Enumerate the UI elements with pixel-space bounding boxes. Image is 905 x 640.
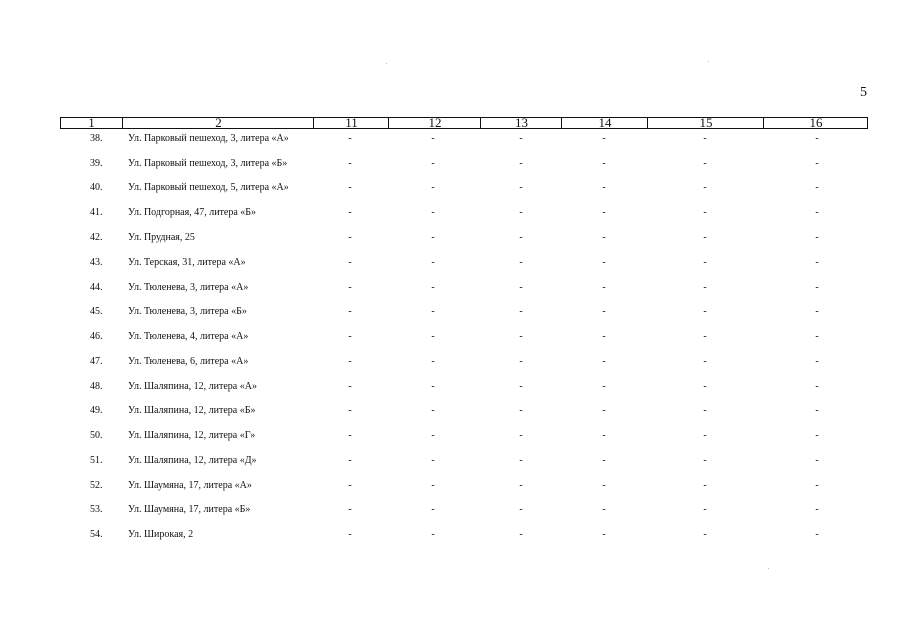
- table-row: [0, 257, 905, 271]
- row-address: Ул. Парковый пешеход, 5, литера «А»: [128, 182, 289, 193]
- cell-col13: -: [519, 430, 523, 441]
- cell-col15: -: [703, 529, 707, 540]
- row-address: Ул. Прудная, 25: [128, 232, 195, 243]
- cell-col15: -: [703, 158, 707, 169]
- cell-col14: -: [602, 356, 606, 367]
- row-address: Ул. Тюленева, 4, литера «А»: [128, 331, 249, 342]
- cell-col16: -: [815, 257, 819, 268]
- cell-col12: -: [431, 405, 435, 416]
- cell-col15: -: [703, 232, 707, 243]
- cell-col16: -: [815, 430, 819, 441]
- row-number: 38.: [90, 133, 103, 144]
- cell-col15: -: [703, 257, 707, 268]
- row-address: Ул. Подгорная, 47, литера «Б»: [128, 207, 257, 218]
- cell-col16: -: [815, 455, 819, 466]
- cell-col12: -: [431, 133, 435, 144]
- cell-col11: -: [348, 133, 352, 144]
- cell-col15: -: [703, 182, 707, 193]
- cell-col13: -: [519, 158, 523, 169]
- table-row: [0, 529, 905, 543]
- cell-col15: -: [703, 405, 707, 416]
- table-row: [0, 306, 905, 320]
- cell-col13: -: [519, 455, 523, 466]
- cell-col16: -: [815, 158, 819, 169]
- cell-col13: -: [519, 331, 523, 342]
- row-address: Ул. Шаляпина, 12, литера «Б»: [128, 405, 256, 416]
- cell-col12: -: [431, 356, 435, 367]
- cell-col11: -: [348, 405, 352, 416]
- row-number: 41.: [90, 207, 103, 218]
- row-number: 42.: [90, 232, 103, 243]
- row-address: Ул. Тюленева, 3, литера «Б»: [128, 306, 247, 317]
- cell-col13: -: [519, 232, 523, 243]
- cell-col11: -: [348, 282, 352, 293]
- cell-col15: -: [703, 430, 707, 441]
- cell-col15: -: [703, 504, 707, 515]
- cell-col14: -: [602, 133, 606, 144]
- row-number: 40.: [90, 182, 103, 193]
- cell-col16: -: [815, 504, 819, 515]
- cell-col11: -: [348, 356, 352, 367]
- cell-col15: -: [703, 356, 707, 367]
- cell-col13: -: [519, 133, 523, 144]
- row-address: Ул. Парковый пешеход, 3, литера «Б»: [128, 158, 288, 169]
- cell-col11: -: [348, 455, 352, 466]
- table-row: [0, 455, 905, 469]
- row-number: 43.: [90, 257, 103, 268]
- cell-col16: -: [815, 381, 819, 392]
- header-cell-col1: 1: [88, 115, 95, 130]
- table-row: [0, 480, 905, 494]
- cell-col16: -: [815, 480, 819, 491]
- cell-col13: -: [519, 480, 523, 491]
- cell-col14: -: [602, 257, 606, 268]
- cell-col15: -: [703, 480, 707, 491]
- cell-col13: -: [519, 306, 523, 317]
- cell-col16: -: [815, 306, 819, 317]
- row-address: Ул. Тюленева, 3, литера «А»: [128, 282, 249, 293]
- cell-col12: -: [431, 257, 435, 268]
- page-number: 5: [860, 85, 867, 100]
- row-number: 49.: [90, 405, 103, 416]
- cell-col12: -: [431, 455, 435, 466]
- cell-col13: -: [519, 356, 523, 367]
- table-row: [0, 430, 905, 444]
- cell-col15: -: [703, 133, 707, 144]
- table-header: [60, 117, 868, 129]
- cell-col14: -: [602, 430, 606, 441]
- header-cell-col2: 2: [122, 118, 314, 128]
- cell-col12: -: [431, 480, 435, 491]
- row-number: 53.: [90, 504, 103, 515]
- row-number: 52.: [90, 480, 103, 491]
- table-row: [0, 405, 905, 419]
- cell-col16: -: [815, 182, 819, 193]
- cell-col13: -: [519, 405, 523, 416]
- row-number: 51.: [90, 455, 103, 466]
- cell-col15: -: [703, 381, 707, 392]
- table-row: [0, 356, 905, 370]
- cell-col11: -: [348, 504, 352, 515]
- table-row: [0, 381, 905, 395]
- row-number: 50.: [90, 430, 103, 441]
- cell-col12: -: [431, 430, 435, 441]
- cell-col16: -: [815, 405, 819, 416]
- cell-col13: -: [519, 282, 523, 293]
- scan-speck: [768, 568, 769, 569]
- cell-col12: -: [431, 282, 435, 293]
- cell-col13: -: [519, 182, 523, 193]
- table-row: [0, 133, 905, 147]
- cell-col14: -: [602, 381, 606, 392]
- table-row: [0, 331, 905, 345]
- row-address: Ул. Тюленева, 6, литера «А»: [128, 356, 249, 367]
- cell-col14: -: [602, 158, 606, 169]
- cell-col15: -: [703, 207, 707, 218]
- cell-col14: -: [602, 504, 606, 515]
- row-number: 46.: [90, 331, 103, 342]
- cell-col14: -: [602, 480, 606, 491]
- header-cell-col14: 14: [561, 118, 648, 128]
- cell-col16: -: [815, 282, 819, 293]
- cell-col16: -: [815, 207, 819, 218]
- cell-col16: -: [815, 356, 819, 367]
- row-number: 54.: [90, 529, 103, 540]
- cell-col11: -: [348, 207, 352, 218]
- cell-col11: -: [348, 480, 352, 491]
- cell-col13: -: [519, 207, 523, 218]
- row-address: Ул. Шаляпина, 12, литера «А»: [128, 381, 257, 392]
- cell-col16: -: [815, 133, 819, 144]
- cell-col15: -: [703, 455, 707, 466]
- cell-col14: -: [602, 529, 606, 540]
- cell-col16: -: [815, 529, 819, 540]
- row-address: Ул. Терская, 31, литера «А»: [128, 257, 246, 268]
- table-row: [0, 282, 905, 296]
- scan-speck: [386, 63, 387, 64]
- cell-col11: -: [348, 257, 352, 268]
- cell-col14: -: [602, 455, 606, 466]
- row-address: Ул. Шаляпина, 12, литера «Д»: [128, 455, 257, 466]
- header-cell-col13: 13: [480, 118, 562, 128]
- cell-col12: -: [431, 232, 435, 243]
- cell-col12: -: [431, 182, 435, 193]
- table-row: [0, 232, 905, 246]
- cell-col14: -: [602, 182, 606, 193]
- cell-col11: -: [348, 158, 352, 169]
- row-number: 45.: [90, 306, 103, 317]
- cell-col12: -: [431, 381, 435, 392]
- row-address: Ул. Парковый пешеход, 3, литера «А»: [128, 133, 289, 144]
- cell-col16: -: [815, 331, 819, 342]
- row-address: Ул. Шаляпина, 12, литера «Г»: [128, 430, 256, 441]
- cell-col15: -: [703, 331, 707, 342]
- cell-col11: -: [348, 182, 352, 193]
- table-row: [0, 207, 905, 221]
- cell-col14: -: [602, 331, 606, 342]
- cell-col14: -: [602, 232, 606, 243]
- cell-col13: -: [519, 504, 523, 515]
- cell-col14: -: [602, 282, 606, 293]
- cell-col11: -: [348, 430, 352, 441]
- cell-col12: -: [431, 504, 435, 515]
- row-number: 44.: [90, 282, 103, 293]
- row-address: Ул. Шаумяна, 17, литера «Б»: [128, 504, 251, 515]
- cell-col12: -: [431, 158, 435, 169]
- row-number: 47.: [90, 356, 103, 367]
- cell-col12: -: [431, 207, 435, 218]
- header-cell-col15: 15: [647, 118, 764, 128]
- table-row: [0, 504, 905, 518]
- cell-col13: -: [519, 257, 523, 268]
- cell-col13: -: [519, 381, 523, 392]
- cell-col15: -: [703, 282, 707, 293]
- cell-col11: -: [348, 331, 352, 342]
- cell-col11: -: [348, 381, 352, 392]
- cell-col15: -: [703, 306, 707, 317]
- row-number: 39.: [90, 158, 103, 169]
- cell-col14: -: [602, 306, 606, 317]
- table-row: [0, 182, 905, 196]
- scan-speck: [708, 61, 709, 62]
- cell-col11: -: [348, 529, 352, 540]
- header-cell-col12: 12: [388, 118, 481, 128]
- cell-col11: -: [348, 232, 352, 243]
- cell-col12: -: [431, 529, 435, 540]
- row-address: Ул. Широкая, 2: [128, 529, 194, 540]
- row-number: 48.: [90, 381, 103, 392]
- cell-col14: -: [602, 207, 606, 218]
- cell-col12: -: [431, 331, 435, 342]
- header-cell-col16: 16: [763, 118, 868, 128]
- header-cell-col11: 11: [313, 118, 389, 128]
- cell-col12: -: [431, 306, 435, 317]
- cell-col14: -: [602, 405, 606, 416]
- table-row: [0, 158, 905, 172]
- cell-col16: -: [815, 232, 819, 243]
- cell-col13: -: [519, 529, 523, 540]
- row-address: Ул. Шаумяна, 17, литера «А»: [128, 480, 252, 491]
- cell-col11: -: [348, 306, 352, 317]
